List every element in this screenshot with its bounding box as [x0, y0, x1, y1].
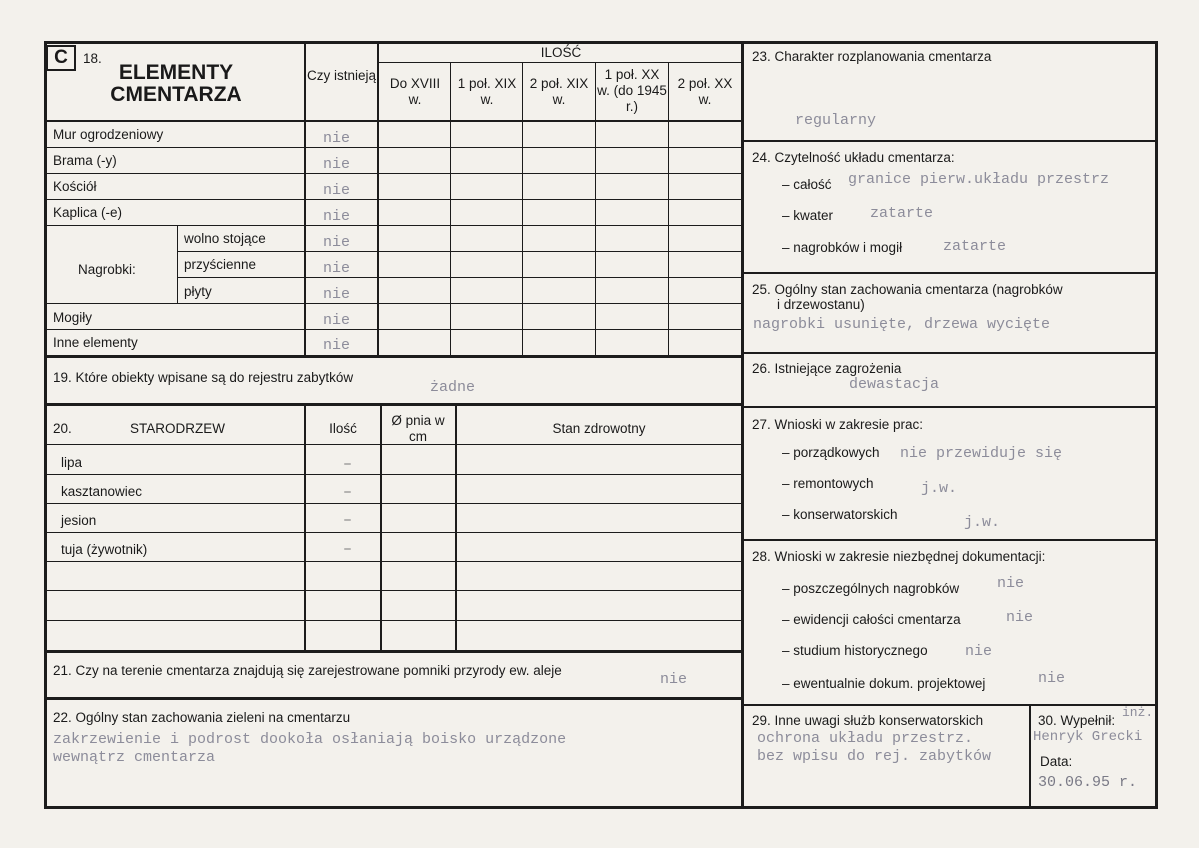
section-28-ewidencji-label: – ewidencji całości cmentarza	[782, 612, 961, 627]
section-22-value-line1: zakrzewienie i podrost dookoła osłaniają boisko urządzone	[53, 731, 567, 748]
section-28-projektowej-value: nie	[1038, 670, 1066, 687]
value-brama: nie	[323, 156, 351, 173]
value-plyty: nie	[323, 286, 351, 303]
section-18-title: ELEMENTY CMENTARZA	[110, 61, 242, 106]
section-30-label: 30. Wypełnił:	[1038, 713, 1116, 728]
section-29-value-line2: bez wpisu do rej. zabytków	[757, 748, 992, 765]
border-bottom	[44, 806, 1158, 809]
row-label-nagrobki: Nagrobki:	[78, 262, 136, 277]
row-label-przyscienne: przyścienne	[184, 257, 257, 272]
section-19-value: żadne	[430, 379, 476, 396]
section-22-value-line2: wewnątrz cmentarza	[53, 749, 216, 766]
section-27-konserwatorskich-label: – konserwatorskich	[782, 507, 898, 522]
tree-name-lipa: lipa	[61, 455, 83, 470]
border-right	[1155, 41, 1158, 809]
period-header-3: 2 poł. XIX w.	[529, 76, 589, 107]
section-28-studium-label: – studium historycznego	[782, 643, 928, 658]
section-29-label: 29. Inne uwagi służb konserwatorskich	[752, 713, 984, 728]
section-27-porzadkowych-value: nie przewiduje się	[900, 445, 1063, 462]
row-label-mogily: Mogiły	[53, 310, 93, 325]
tree-pnia-header: Ø pnia w cm	[391, 413, 445, 444]
section-28-nagrobkow-label: – poszczególnych nagrobków	[782, 581, 960, 596]
section-19-label: 19. Które obiekty wpisane są do rejestru zabytków	[53, 370, 354, 385]
section-30-date: 30.06.95 r.	[1038, 774, 1138, 791]
section-24-calosc-label: – całość	[782, 177, 832, 192]
border-top	[44, 41, 1158, 44]
tree-qty-tuja: –	[343, 541, 353, 558]
row-label-kosciol: Kościół	[53, 179, 97, 194]
section-28-studium-value: nie	[965, 643, 993, 660]
period-header-1: Do XVIII w.	[389, 76, 441, 107]
section-18-number: 18.	[83, 51, 102, 66]
section-27-remontowych-label: – remontowych	[782, 476, 874, 491]
tree-qty-jesion: –	[343, 512, 353, 529]
period-header-5: 2 poł. XX w.	[677, 76, 733, 107]
section-24-kwater-value: zatarte	[870, 205, 934, 222]
section-27-porzadkowych-label: – porządkowych	[782, 445, 880, 460]
row-label-inne: Inne elementy	[53, 335, 138, 350]
section-25-label-line2: i drzewostanu)	[777, 297, 865, 312]
row-label-mur: Mur ogrodzeniowy	[53, 127, 164, 142]
value-kaplica: nie	[323, 208, 351, 225]
section-28-nagrobkow-value: nie	[997, 575, 1025, 592]
section-27-label: 27. Wnioski w zakresie prac:	[752, 417, 924, 432]
tree-name-tuja: tuja (żywotnik)	[61, 542, 148, 557]
section-22-label: 22. Ogólny stan zachowania zieleni na cmentarzu	[53, 710, 351, 725]
section-26-value: dewastacja	[849, 376, 940, 393]
section-28-projektowej-label: – ewentualnie dokum. projektowej	[782, 676, 986, 691]
tree-qty-lipa: –	[343, 456, 353, 473]
tree-name-jesion: jesion	[61, 513, 97, 528]
section-24-nagrobki-value: zatarte	[943, 238, 1007, 255]
section-20-number: 20.	[53, 421, 72, 436]
value-wolno-stojace: nie	[323, 234, 351, 251]
section-25-label-line1: 25. Ogólny stan zachowania cmentarza (nagrobków	[752, 282, 1063, 297]
section-28-label: 28. Wnioski w zakresie niezbędnej dokumentacji:	[752, 549, 1046, 564]
section-29-value-line1: ochrona układu przestrz.	[757, 730, 974, 747]
column-divider	[741, 41, 744, 809]
tree-name-kasztanowiec: kasztanowiec	[61, 484, 143, 499]
ilosc-header: ILOŚĆ	[540, 45, 582, 60]
section-30-title: inż.	[1122, 705, 1154, 720]
section-24-nagrobki-label: – nagrobków i mogił	[782, 240, 903, 255]
card-letter-box: C	[46, 45, 76, 71]
section-30-data-label: Data:	[1040, 754, 1073, 769]
section-26-label: 26. Istniejące zagrożenia	[752, 361, 902, 376]
tree-qty-kasztanowiec: –	[343, 484, 353, 501]
section-21-value: nie	[660, 671, 688, 688]
section-27-remontowych-value: j.w.	[921, 480, 958, 497]
row-label-kaplica: Kaplica (-e)	[53, 205, 123, 220]
section-28-ewidencji-value: nie	[1006, 609, 1034, 626]
row-label-brama: Brama (-y)	[53, 153, 117, 168]
row-label-wolno-stojace: wolno stojące	[184, 231, 266, 246]
value-mur: nie	[323, 130, 351, 147]
section-24-kwater-label: – kwater	[782, 208, 834, 223]
row-label-plyty: płyty	[184, 284, 212, 299]
section-23-label: 23. Charakter rozplanowania cmentarza	[752, 49, 992, 64]
period-header-4: 1 poł. XX w. (do 1945 r.)	[597, 67, 667, 114]
section-23-value: regularny	[795, 112, 877, 129]
section-24-label: 24. Czytelność układu cmentarza:	[752, 150, 955, 165]
value-kosciol: nie	[323, 182, 351, 199]
value-przyscienne: nie	[323, 260, 351, 277]
czy-istnieja-header: Czy istnieją	[306, 68, 377, 83]
value-mogily: nie	[323, 312, 351, 329]
section-30-name: Henryk Grecki	[1033, 729, 1143, 745]
period-header-2: 1 poł. XIX w.	[457, 76, 517, 107]
border-left	[44, 41, 47, 809]
section-20-title: STARODRZEW	[130, 421, 225, 436]
value-inne: nie	[323, 337, 351, 354]
section-21-label: 21. Czy na terenie cmentarza znajdują się zarejestrowane pomniki przyrody ew. aleje	[53, 663, 562, 678]
section-25-value: nagrobki usunięte, drzewa wycięte	[753, 316, 1051, 333]
tree-ilosc-header: Ilość	[329, 421, 357, 436]
section-27-konserwatorskich-value: j.w.	[964, 514, 1001, 531]
section-24-calosc-value: granice pierw.układu przestrz	[848, 171, 1110, 188]
tree-stan-header: Stan zdrowotny	[552, 421, 646, 436]
